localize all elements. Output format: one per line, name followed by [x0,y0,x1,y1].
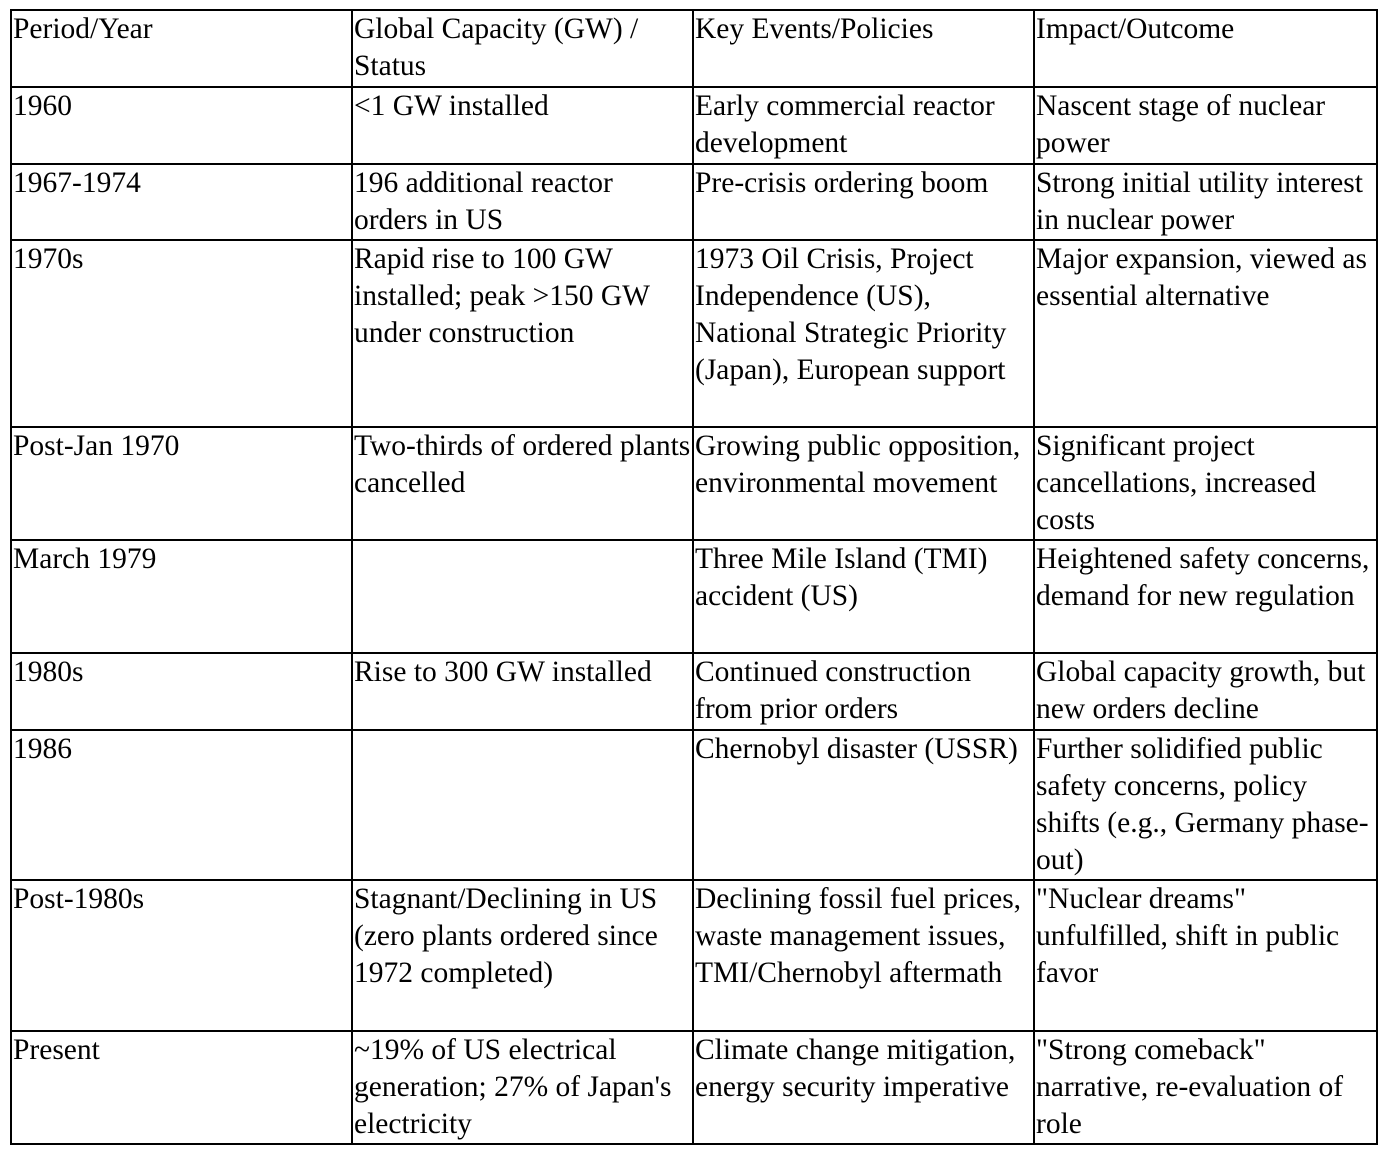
table-row [11,540,1377,653]
cell-impact: Strong initial utility interest in nuclear power [1034,164,1377,240]
table-row [11,240,1377,427]
cell-impact: Significant project cancellations, increased costs [1034,427,1377,540]
cell-capacity: Rise to 300 GW installed [352,653,693,730]
cell-impact: Major expansion, viewed as essential alternative [1034,240,1377,427]
table-row [11,164,1377,240]
header-events: Key Events/Policies [693,10,1034,87]
cell-capacity: Two-thirds of ordered plants cancelled [352,427,693,540]
cell-events: 1973 Oil Crisis, Project Independence (US), National Strategic Priority (Japan), European support [693,240,1034,427]
cell-period: 1967-1974 [11,164,352,240]
cell-period: Post-Jan 1970 [11,427,352,540]
cell-impact: Nascent stage of nuclear power [1034,87,1377,164]
cell-impact: Further solidified public safety concerns, policy shifts (e.g., Germany phase-out) [1034,730,1377,880]
header-impact: Impact/Outcome [1034,10,1377,87]
table-header-row [11,10,1377,87]
table-row [11,1031,1377,1144]
cell-period: 1960 [11,87,352,164]
table-row [11,653,1377,730]
cell-period: Present [11,1031,352,1144]
cell-capacity [352,540,693,653]
cell-capacity: <1 GW installed [352,87,693,164]
cell-events: Continued construction from prior orders [693,653,1034,730]
cell-events: Three Mile Island (TMI) accident (US) [693,540,1034,653]
table-row [11,730,1377,880]
cell-capacity: Rapid rise to 100 GW installed; peak >150 GW under construction [352,240,693,427]
cell-events: Declining fossil fuel prices, waste management issues, TMI/Chernobyl aftermath [693,880,1034,1031]
cell-events: Growing public opposition, environmental movement [693,427,1034,540]
cell-capacity: ~19% of US electrical generation; 27% of Japan's electricity [352,1031,693,1144]
table-row [11,87,1377,164]
cell-period: 1986 [11,730,352,880]
cell-impact: Heightened safety concerns, demand for new regulation [1034,540,1377,653]
cell-period: 1980s [11,653,352,730]
cell-events: Early commercial reactor development [693,87,1034,164]
table-row [11,880,1377,1031]
cell-impact: Global capacity growth, but new orders decline [1034,653,1377,730]
cell-capacity: 196 additional reactor orders in US [352,164,693,240]
cell-period: 1970s [11,240,352,427]
cell-impact: "Nuclear dreams" unfulfilled, shift in public favor [1034,880,1377,1031]
cell-events: Climate change mitigation, energy security imperative [693,1031,1034,1144]
cell-capacity [352,730,693,880]
table-row [11,427,1377,540]
cell-period: Post-1980s [11,880,352,1031]
cell-period: March 1979 [11,540,352,653]
cell-events: Chernobyl disaster (USSR) [693,730,1034,880]
cell-impact: "Strong comeback" narrative, re-evaluation of role [1034,1031,1377,1144]
cell-capacity: Stagnant/Declining in US (zero plants ordered since 1972 completed) [352,880,693,1031]
header-capacity: Global Capacity (GW) / Status [352,10,693,87]
header-period: Period/Year [11,10,352,87]
cell-events: Pre-crisis ordering boom [693,164,1034,240]
nuclear-history-table [10,9,1378,1145]
